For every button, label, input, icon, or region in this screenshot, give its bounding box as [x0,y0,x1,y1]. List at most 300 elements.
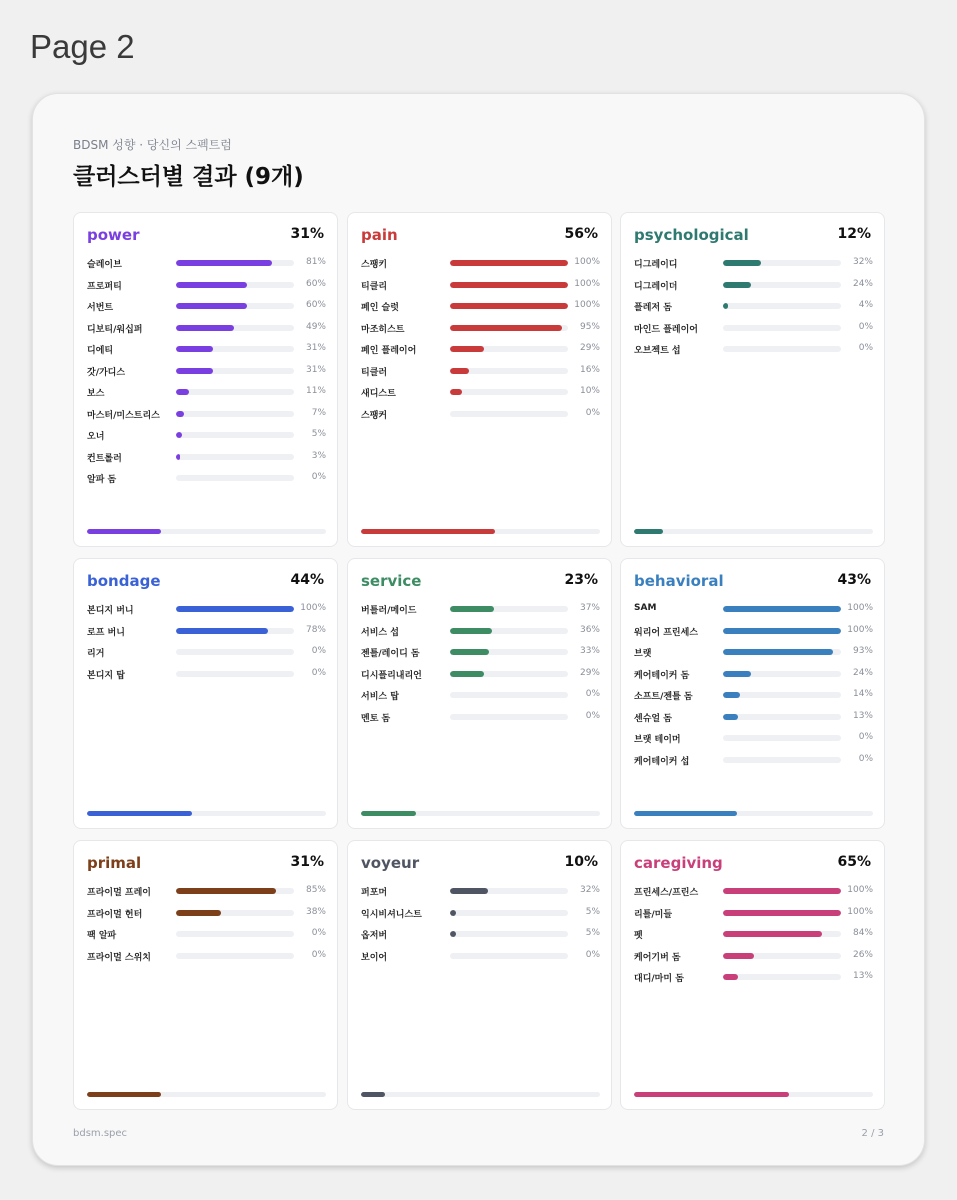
cluster-percent: 12% [837,226,871,242]
item-bar-track [176,303,294,309]
cluster-item-row [634,667,873,689]
cluster-item-row [87,299,326,321]
item-label: 리틀/미들 [634,909,673,920]
cluster-percent: 31% [290,226,324,242]
cluster-card-primal [73,840,338,1110]
cluster-total-bar-fill [634,811,737,816]
cluster-item-row [361,407,600,429]
cluster-item-row [361,602,600,624]
item-value: 78% [305,624,326,635]
item-bar-fill [450,346,484,352]
cluster-total-bar [634,1092,873,1097]
item-label: 디에티 [87,346,114,356]
cluster-total-bar-fill [361,529,495,534]
item-label: 슬레이브 [87,260,122,270]
item-bar-track [450,671,568,677]
cluster-item-row [634,710,873,732]
item-value: 100% [574,257,600,267]
item-label: 케어기버 돔 [634,952,681,963]
item-bar-track [176,475,294,481]
item-bar-track [723,735,841,741]
item-bar-track [176,671,294,677]
cluster-total-bar-fill [361,1092,385,1097]
item-label: 옵저버 [361,931,388,941]
cluster-item-row [634,645,873,667]
cluster-item-row [87,364,326,386]
item-label: 보이어 [361,952,388,963]
item-value: 7% [311,407,326,418]
cluster-total-bar [361,811,600,816]
item-bar-track [176,325,294,331]
cluster-percent: 23% [564,572,598,588]
cluster-item-row [634,906,873,928]
item-bar-fill [723,628,841,634]
item-bar-track [723,303,841,309]
item-bar-track [450,910,568,916]
item-bar-track [723,606,841,612]
item-bar-fill [450,649,489,655]
item-bar-track [450,888,568,894]
item-value: 5% [311,429,326,439]
item-label: 센슈얼 돔 [634,713,672,724]
cluster-item-row [361,385,600,407]
item-bar-track [723,953,841,959]
item-value: 0% [585,949,600,960]
item-label: 티클리 [361,281,388,292]
item-value: 100% [847,906,873,917]
cluster-percent: 10% [564,854,598,870]
cluster-item-row [634,602,873,624]
cluster-item-row [87,471,326,493]
item-bar-fill [450,389,462,395]
item-label: 대디/마미 돔 [634,974,684,984]
item-label: 디시플리내리언 [361,670,422,681]
item-label: 로프 버니 [87,627,125,638]
item-bar-fill [450,606,494,612]
item-label: 브랫 테이머 [634,735,681,745]
item-value: 29% [579,667,600,678]
item-value: 5% [585,928,600,938]
item-bar-fill [176,282,247,288]
item-value: 3% [311,450,326,461]
item-value: 29% [579,343,600,353]
item-bar-fill [176,411,184,417]
item-bar-fill [176,454,180,460]
item-bar-track [450,692,568,698]
item-label: 프린세스/프린스 [634,888,699,898]
item-value: 0% [585,689,600,699]
item-value: 14% [852,689,873,699]
item-bar-track [450,346,568,352]
report-sheet [32,93,925,1166]
item-bar-fill [450,325,562,331]
item-bar-fill [450,671,484,677]
item-label: 익시비셔니스트 [361,909,422,920]
cluster-item-row [634,949,873,971]
item-label: 프라이멀 스위치 [87,952,151,963]
cluster-card-power [73,212,338,547]
cluster-items [87,884,326,970]
cluster-item-row [87,278,326,300]
item-label: 서비스 탑 [361,692,399,702]
item-bar-track [450,931,568,937]
cluster-item-row [87,645,326,667]
item-bar-track [450,649,568,655]
cluster-card-psychological [620,212,885,547]
cluster-total-bar [87,1092,326,1097]
cluster-name: power [87,226,140,244]
item-bar-track [723,649,841,655]
item-bar-track [176,910,294,916]
item-bar-fill [450,368,469,374]
cluster-item-row [634,278,873,300]
item-bar-track [723,325,841,331]
item-value: 13% [852,710,873,721]
cluster-items [361,884,600,970]
cluster-total-bar-fill [87,811,192,816]
item-label: 오너 [87,432,105,442]
cluster-total-bar [361,1092,600,1097]
cluster-item-row [87,624,326,646]
item-value: 0% [311,928,326,938]
item-bar-track [450,368,568,374]
item-label: 본디지 버니 [87,606,134,616]
item-label: 팩 알파 [87,931,117,941]
item-value: 81% [305,257,326,267]
item-bar-fill [723,714,738,720]
item-label: 보스 [87,389,105,399]
item-bar-fill [176,432,182,438]
item-bar-fill [450,910,456,916]
item-label: 페인 슬럿 [361,303,399,313]
item-value: 38% [305,906,326,917]
item-label: 스팽커 [361,410,388,421]
item-label: 마조히스트 [361,324,405,335]
item-value: 100% [300,603,326,613]
item-value: 85% [305,885,326,895]
item-bar-fill [723,671,751,677]
item-bar-track [450,606,568,612]
item-bar-fill [723,931,822,937]
item-bar-fill [176,910,221,916]
cluster-item-row [361,645,600,667]
item-label: 브랫 [634,649,652,659]
cluster-item-row [634,731,873,753]
cluster-item-row [87,428,326,450]
item-value: 36% [579,624,600,635]
item-bar-track [450,714,568,720]
item-value: 49% [305,321,326,332]
item-bar-fill [176,260,272,266]
item-label: 페인 플레이어 [361,346,417,356]
item-value: 33% [579,646,600,656]
item-value: 0% [585,407,600,418]
cluster-name: caregiving [634,854,723,872]
item-bar-fill [723,303,728,309]
item-label: 본디지 탑 [87,670,125,681]
item-value: 0% [311,949,326,960]
item-bar-fill [723,953,754,959]
cluster-percent: 65% [837,854,871,870]
cluster-items [361,602,600,731]
item-bar-track [723,714,841,720]
item-value: 16% [579,364,600,375]
item-bar-track [723,974,841,980]
item-bar-fill [723,974,738,980]
item-value: 100% [574,278,600,289]
item-bar-fill [176,628,268,634]
cluster-name: behavioral [634,572,724,590]
item-bar-fill [723,282,751,288]
item-label: 오브젝트 섭 [634,346,681,356]
item-label: 케어테이커 돔 [634,670,690,681]
cluster-item-row [361,688,600,710]
item-label: 젠틀/레이디 돔 [361,649,420,659]
item-value: 0% [585,710,600,721]
cluster-percent: 56% [564,226,598,242]
item-bar-track [723,910,841,916]
item-label: 소프트/젠틀 돔 [634,692,693,702]
cluster-name: psychological [634,226,749,244]
item-bar-track [176,953,294,959]
item-bar-track [450,411,568,417]
cluster-card-caregiving [620,840,885,1110]
cluster-total-bar-fill [361,811,416,816]
cluster-item-row [634,688,873,710]
item-label: 서번트 [87,303,114,313]
item-value: 24% [852,667,873,678]
cluster-item-row [361,884,600,906]
cluster-name: service [361,572,422,590]
item-bar-track [176,931,294,937]
item-bar-fill [450,303,568,309]
cluster-percent: 44% [290,572,324,588]
item-value: 0% [858,321,873,332]
cluster-item-row [87,949,326,971]
item-value: 26% [852,949,873,960]
item-value: 31% [305,364,326,375]
item-label: 갓/가디스 [87,367,126,378]
footer-page-number: 2 / 3 [861,1128,884,1139]
item-bar-fill [450,260,568,266]
cluster-item-row [634,624,873,646]
report-subtitle: BDSM 성향 · 당신의 스펙트럼 [73,138,232,152]
cluster-item-row [361,299,600,321]
item-label: 프로퍼티 [87,281,122,292]
item-label: 펫 [634,931,643,941]
item-bar-fill [450,888,488,894]
item-bar-track [723,260,841,266]
item-value: 100% [847,603,873,613]
item-bar-track [176,260,294,266]
item-bar-track [176,888,294,894]
cluster-card-bondage [73,558,338,829]
cluster-item-row [87,602,326,624]
item-bar-track [450,628,568,634]
item-label: 리거 [87,649,105,659]
cluster-item-row [87,256,326,278]
cluster-total-bar [361,529,600,534]
cluster-total-bar-fill [634,529,663,534]
item-label: 멘토 돔 [361,713,391,724]
cluster-item-row [87,884,326,906]
item-bar-track [176,411,294,417]
cluster-item-row [361,710,600,732]
cluster-item-row [87,321,326,343]
item-value: 95% [579,321,600,332]
item-label: 버틀러/메이드 [361,606,417,616]
item-label: 프라이멀 프레이 [87,888,151,898]
item-value: 60% [305,278,326,289]
cluster-percent: 31% [290,854,324,870]
cluster-card-voyeur [347,840,612,1110]
cluster-name: primal [87,854,142,872]
cluster-item-row [87,450,326,472]
item-bar-fill [176,888,276,894]
cluster-total-bar [634,811,873,816]
item-label: 디보티/워십퍼 [87,324,143,335]
item-label: 컨트롤러 [87,453,122,464]
cluster-percent: 43% [837,572,871,588]
item-value: 100% [847,624,873,635]
cluster-total-bar-fill [87,1092,161,1097]
cluster-item-row [361,949,600,971]
item-value: 4% [858,300,873,310]
cluster-item-row [634,321,873,343]
cluster-item-row [87,342,326,364]
item-value: 0% [858,732,873,742]
cluster-item-row [87,906,326,928]
cluster-items [361,256,600,428]
item-bar-track [450,389,568,395]
item-bar-fill [176,389,189,395]
footer-brand: bdsm.spec [73,1128,128,1139]
cluster-total-bar [634,529,873,534]
item-bar-fill [176,346,213,352]
item-value: 0% [311,667,326,678]
cluster-items [634,884,873,992]
item-value: 32% [852,257,873,267]
item-value: 84% [852,928,873,938]
item-label: 스팽키 [361,260,388,270]
cluster-name: pain [361,226,398,244]
cluster-total-bar-fill [87,529,161,534]
item-bar-track [176,628,294,634]
cluster-item-row [361,364,600,386]
cluster-item-row [361,256,600,278]
item-label: 새디스트 [361,389,396,399]
cluster-item-row [87,927,326,949]
item-value: 24% [852,278,873,289]
item-value: 93% [852,646,873,656]
cluster-item-row [361,321,600,343]
cluster-item-row [87,407,326,429]
item-bar-fill [450,931,456,937]
cluster-total-bar [87,529,326,534]
item-bar-track [176,368,294,374]
cluster-total-bar-fill [634,1092,789,1097]
item-bar-fill [723,888,841,894]
cluster-item-row [361,278,600,300]
item-bar-track [450,325,568,331]
item-bar-track [176,346,294,352]
item-label: 케어테이커 섭 [634,756,690,767]
item-value: 0% [311,472,326,482]
item-bar-track [450,260,568,266]
item-value: 10% [579,386,600,396]
item-bar-track [176,432,294,438]
item-bar-track [176,606,294,612]
item-value: 0% [311,646,326,656]
item-label: 티클러 [361,367,388,378]
item-bar-fill [723,606,841,612]
item-label: SAM [634,603,657,613]
cluster-item-row [634,753,873,775]
cluster-item-row [87,385,326,407]
cluster-item-row [634,256,873,278]
item-bar-track [723,888,841,894]
item-label: 마인드 플레이어 [634,324,698,335]
item-bar-fill [450,628,492,634]
item-bar-fill [176,303,247,309]
item-value: 11% [305,386,326,396]
item-bar-track [723,692,841,698]
item-bar-track [723,282,841,288]
item-value: 100% [574,300,600,310]
cluster-items [87,602,326,688]
report-title: 클러스터별 결과 (9개) [73,164,304,190]
cluster-item-row [87,667,326,689]
item-label: 프라이멀 헌터 [87,909,143,920]
cluster-name: bondage [87,572,161,590]
item-bar-fill [176,606,294,612]
item-bar-track [450,953,568,959]
item-bar-track [176,454,294,460]
cluster-item-row [361,667,600,689]
item-label: 플레저 돔 [634,303,672,313]
item-label: 워리어 프린세스 [634,627,698,638]
item-value: 13% [852,971,873,981]
item-label: 디그레이디 [634,260,678,270]
item-value: 0% [858,753,873,764]
cluster-items [634,602,873,774]
cluster-item-row [361,927,600,949]
cluster-item-row [634,970,873,992]
item-bar-track [176,282,294,288]
page-label: Page 2 [30,28,135,65]
item-bar-fill [450,282,568,288]
cluster-items [87,256,326,493]
item-bar-track [176,389,294,395]
item-value: 32% [579,885,600,895]
item-bar-fill [723,260,761,266]
item-bar-track [723,671,841,677]
item-bar-track [450,282,568,288]
cluster-items [634,256,873,364]
item-value: 100% [847,885,873,895]
item-value: 0% [858,343,873,353]
cluster-card-behavioral [620,558,885,829]
item-bar-track [450,303,568,309]
cluster-item-row [634,927,873,949]
item-bar-fill [176,325,234,331]
item-bar-track [176,649,294,655]
item-value: 31% [305,343,326,353]
cluster-item-row [634,342,873,364]
item-label: 서비스 섭 [361,627,399,638]
item-bar-fill [723,692,740,698]
item-value: 60% [305,300,326,310]
